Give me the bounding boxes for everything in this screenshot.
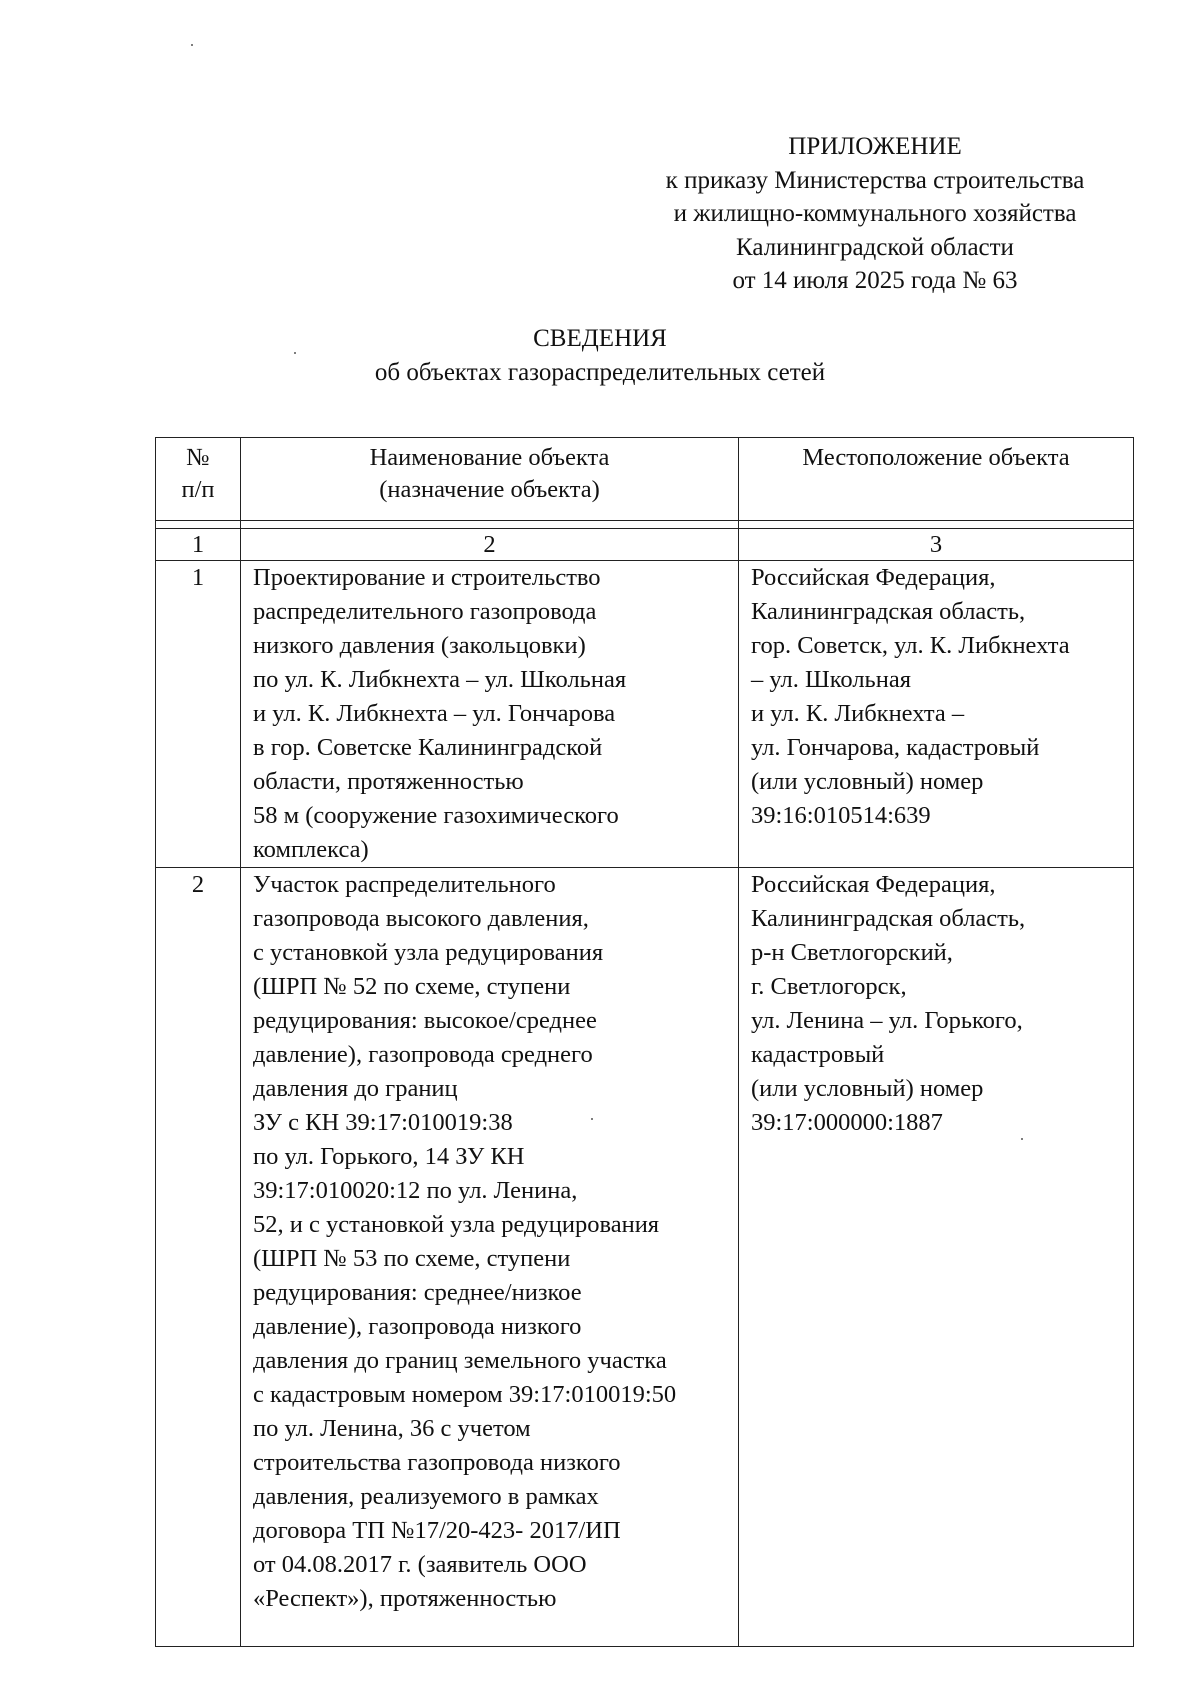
table-spacer-row: [156, 521, 1134, 529]
column-number: 2: [241, 529, 739, 561]
column-number: 1: [156, 529, 241, 561]
appendix-line: к приказу Министерства строительства: [665, 166, 1085, 194]
scan-speck: [294, 352, 296, 354]
objects-table: [155, 437, 1134, 1647]
document-title: СВЕДЕНИЯ: [533, 325, 667, 352]
appendix-line: Калининградской области: [736, 233, 1014, 261]
header-object-name: Наименование объекта (назначение объекта): [241, 438, 739, 521]
object-name-cell: Проектирование и строительство распределительного газопровода низкого давления (закольцовки) по ул. К. Либкнехта – ул. Школьная и ул. К. Либкнехта – ул. Гончарова в гор. Советске Калининградской области, протяженностью 58 м (сооружение газохимического комплекса): [241, 561, 739, 868]
column-numbers-row: [156, 529, 1134, 561]
appendix-block: [640, 130, 1110, 298]
appendix-title: ПРИЛОЖЕНИЕ: [788, 133, 962, 160]
object-location-cell: Российская Федерация, Калининградская область, р-н Светлогорский, г. Светлогорск, ул. Ленина – ул. Горького, кадастровый (или условный) номер 39:17:000000:1887: [739, 868, 1134, 1647]
column-number: 3: [739, 529, 1134, 561]
header-object-location: Местоположение объекта: [739, 438, 1134, 521]
row-number: 1: [156, 561, 241, 868]
object-name-cell: Участок распределительного газопровода высокого давления, с установкой узла редуцирования (ШРП № 52 по схеме, ступени редуцирования: высокое/среднее давление), газопровода среднего давления до границ ЗУ с КН 39:17:010019:38 по ул. Горького, 14 ЗУ КН 39:17:010020:12 по ул. Ленина, 52, и с установкой узла редуцирования (ШРП № 53 по схеме, ступени редуцирования: среднее/низкое давление), газопровода низкого давления до границ земельного участка с кадастровым номером 39:17:010019:50 по ул. Ленина, 36 с учетом строительства газопровода низкого давления, реализуемого в рамках договора ТП №17/20-423- 2017/ИП от 04.08.2017 г. (заявитель ООО «Респект»), протяженностью: [241, 868, 739, 1647]
appendix-line: и жилищно-коммунального хозяйства: [673, 200, 1077, 227]
scan-speck: [591, 1118, 593, 1120]
scan-speck: [191, 44, 193, 46]
document-subtitle: об объектах газораспределительных сетей: [374, 359, 826, 386]
table-row: [156, 868, 1134, 1647]
document-heading: [0, 322, 1200, 390]
table-row: [156, 561, 1134, 868]
row-number: 2: [156, 868, 241, 1647]
table-header-row: [156, 438, 1134, 521]
scan-speck: [1021, 1138, 1023, 1140]
object-location-cell: Российская Федерация, Калининградская область, гор. Советск, ул. К. Либкнехта – ул. Школьная и ул. К. Либкнехта – ул. Гончарова, кадастровый (или условный) номер 39:16:010514:639: [739, 561, 1134, 868]
appendix-order-date: от 14 июля 2025 года № 63: [732, 267, 1018, 294]
header-number: № п/п: [156, 438, 241, 521]
